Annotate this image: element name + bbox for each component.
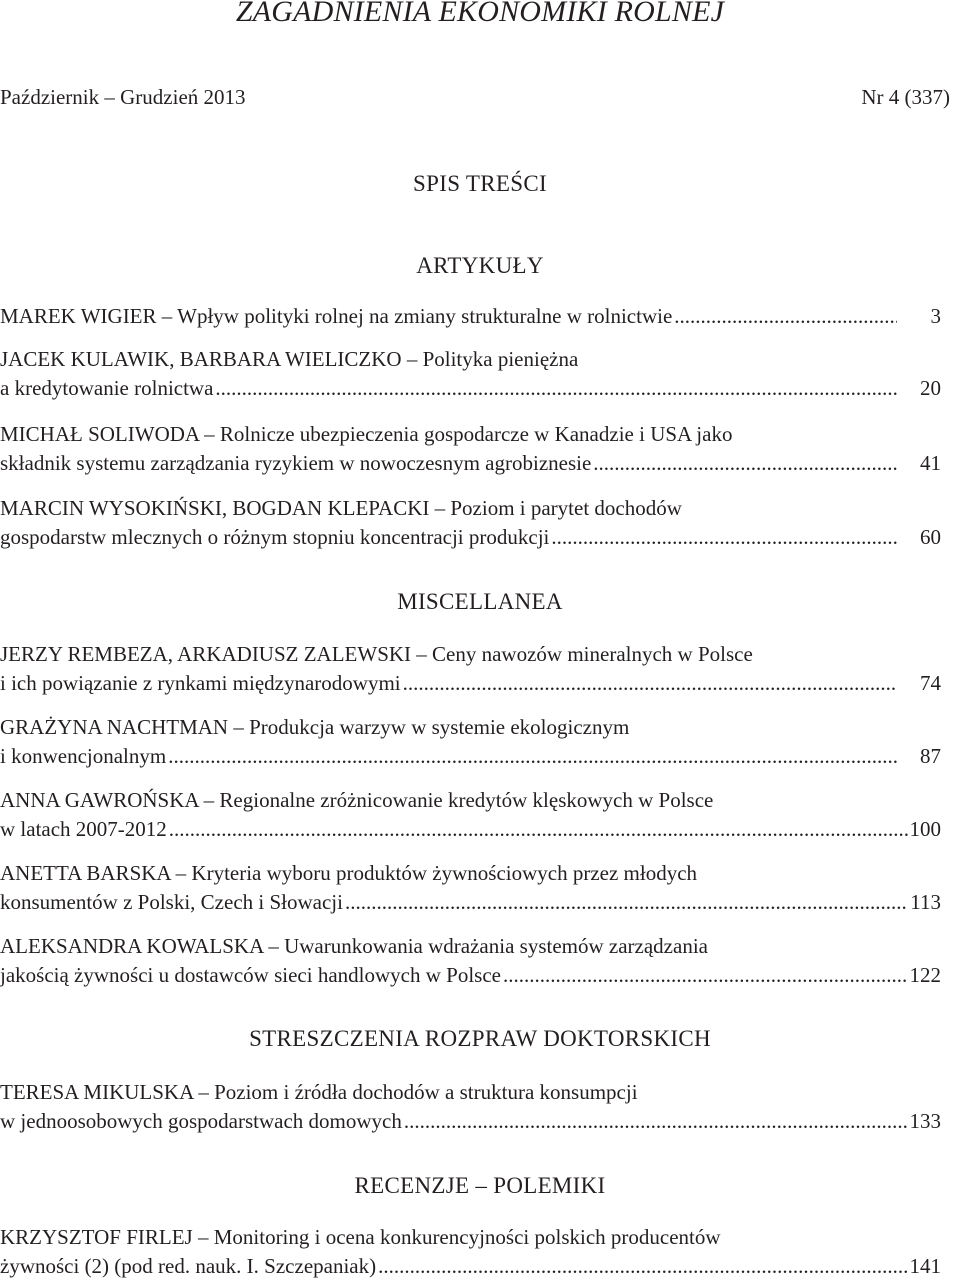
- toc-entry-text: żywności (2) (pod red. nauk. I. Szczepaniak): [0, 1254, 377, 1278]
- toc-entry-last-line: [0, 302, 941, 331]
- toc-entry-text: jakością żywności u dostawców sieci handlowych w Polsce: [0, 963, 501, 987]
- toc-entry-text: składnik systemu zarządzania ryzykiem w nowoczesnym agrobiznesie: [0, 451, 592, 475]
- dot-leader: [674, 302, 897, 331]
- toc-entry-text: w latach 2007-2012: [0, 817, 167, 841]
- toc-entry[interactable]: [0, 420, 941, 478]
- page-number: 87: [920, 744, 941, 768]
- page-number: 133: [909, 1109, 941, 1133]
- toc-entry-text: i konwencjonalnym: [0, 744, 167, 768]
- toc-entry-text: ANETTA BARSKA – Kryteria wyboru produktów żywnościowych przez młodych: [0, 861, 698, 885]
- dot-leader: [168, 742, 897, 771]
- page-number: 141: [909, 1254, 941, 1278]
- toc-entry-text: ANNA GAWROŃSKA – Regionalne zróżnicowanie kredytów klęskowych w Polsce: [0, 788, 714, 812]
- dot-leader: [593, 449, 897, 478]
- page-number: 113: [910, 890, 941, 914]
- toc-entry-text: ALEKSANDRA KOWALSKA – Uwarunkowania wdrażania systemów zarządzania: [0, 934, 708, 958]
- toc-entry[interactable]: [0, 713, 941, 771]
- toc-entry-text: KRZYSZTOF FIRLEJ – Monitoring i ocena konkurencyjności polskich producentów: [0, 1225, 721, 1249]
- toc-entry[interactable]: [0, 345, 941, 403]
- section-heading-miscellanea: MISCELLANEA: [397, 589, 563, 614]
- dot-leader: [403, 669, 897, 698]
- page-number: 100: [909, 817, 941, 841]
- dot-leader: [551, 523, 897, 552]
- page-number: 60: [920, 525, 941, 549]
- dot-leader: [215, 374, 897, 403]
- toc-entry-last-line: [0, 523, 941, 552]
- toc-entry-text: gospodarstw mlecznych o różnym stopniu koncentracji produkcji: [0, 525, 550, 549]
- section-heading-reviews: RECENZJE – POLEMIKI: [354, 1173, 606, 1198]
- toc-entry-text: w jednoosobowych gospodarstwach domowych: [0, 1109, 402, 1133]
- toc-entry-last-line: [0, 669, 941, 698]
- section-heading-articles: ARTYKUŁY: [416, 253, 544, 278]
- toc-entry[interactable]: [0, 786, 941, 844]
- toc-entry-last-line: [0, 374, 941, 403]
- dot-leader: [345, 888, 908, 917]
- toc-entry-text: TERESA MIKULSKA – Poziom i źródła dochodów a struktura konsumpcji: [0, 1080, 638, 1104]
- toc-entry-text: GRAŻYNA NACHTMAN – Produkcja warzyw w systemie ekologicznym: [0, 715, 630, 739]
- toc-entry-last-line: [0, 742, 941, 771]
- issue-info: [0, 84, 950, 110]
- journal-title: ZAGADNIENIA EKONOMIKI ROLNEJ: [235, 0, 725, 28]
- dot-leader: [404, 1107, 908, 1136]
- toc-entry[interactable]: [0, 1223, 941, 1281]
- page-number: 3: [930, 304, 941, 328]
- toc-entry-last-line: [0, 449, 941, 478]
- toc-entry-text: a kredytowanie rolnictwa: [0, 376, 214, 400]
- toc-entry-text: MICHAŁ SOLIWODA – Rolnicze ubezpieczenia gospodarcze w Kanadzie i USA jako: [0, 422, 733, 446]
- section-heading-dissertations: STRESZCZENIA ROZPRAW DOKTORSKICH: [249, 1026, 711, 1051]
- issue-number: Nr 4 (337): [861, 85, 950, 109]
- toc-entry-last-line: [0, 1252, 941, 1281]
- page-number: 74: [920, 671, 941, 695]
- toc-entry-text: MAREK WIGIER – Wpływ polityki rolnej na zmiany strukturalne w rolnictwie: [0, 304, 673, 328]
- toc-entry[interactable]: [0, 302, 941, 331]
- toc-entry-text: konsumentów z Polski, Czech i Słowacji: [0, 890, 343, 914]
- issue-period: Październik – Grudzień 2013: [0, 85, 246, 109]
- toc-entry-text: JERZY REMBEZA, ARKADIUSZ ZALEWSKI – Ceny nawozów mineralnych w Polsce: [0, 642, 753, 666]
- toc-entry-last-line: [0, 961, 941, 990]
- page-number: 20: [920, 376, 941, 400]
- toc-entry-last-line: [0, 888, 941, 917]
- toc-entry[interactable]: [0, 1078, 941, 1136]
- dot-leader: [503, 961, 908, 990]
- toc-entry[interactable]: [0, 859, 941, 917]
- toc-entry-last-line: [0, 1107, 941, 1136]
- page-number: 122: [909, 963, 941, 987]
- dot-leader: [169, 815, 908, 844]
- toc-entry-text: MARCIN WYSOKIŃSKI, BOGDAN KLEPACKI – Poziom i parytet dochodów: [0, 496, 682, 520]
- toc-entry-text: i ich powiązanie z rynkami międzynarodowymi: [0, 671, 401, 695]
- page-number: 41: [920, 451, 941, 475]
- toc-entry[interactable]: [0, 932, 941, 990]
- toc-title: SPIS TREŚCI: [413, 171, 547, 196]
- toc-entry[interactable]: [0, 640, 941, 698]
- toc-entry-text: JACEK KULAWIK, BARBARA WIELICZKO – Polityka pieniężna: [0, 347, 579, 371]
- toc-entry-last-line: [0, 815, 941, 844]
- dot-leader: [378, 1252, 907, 1281]
- toc-entry[interactable]: [0, 494, 941, 552]
